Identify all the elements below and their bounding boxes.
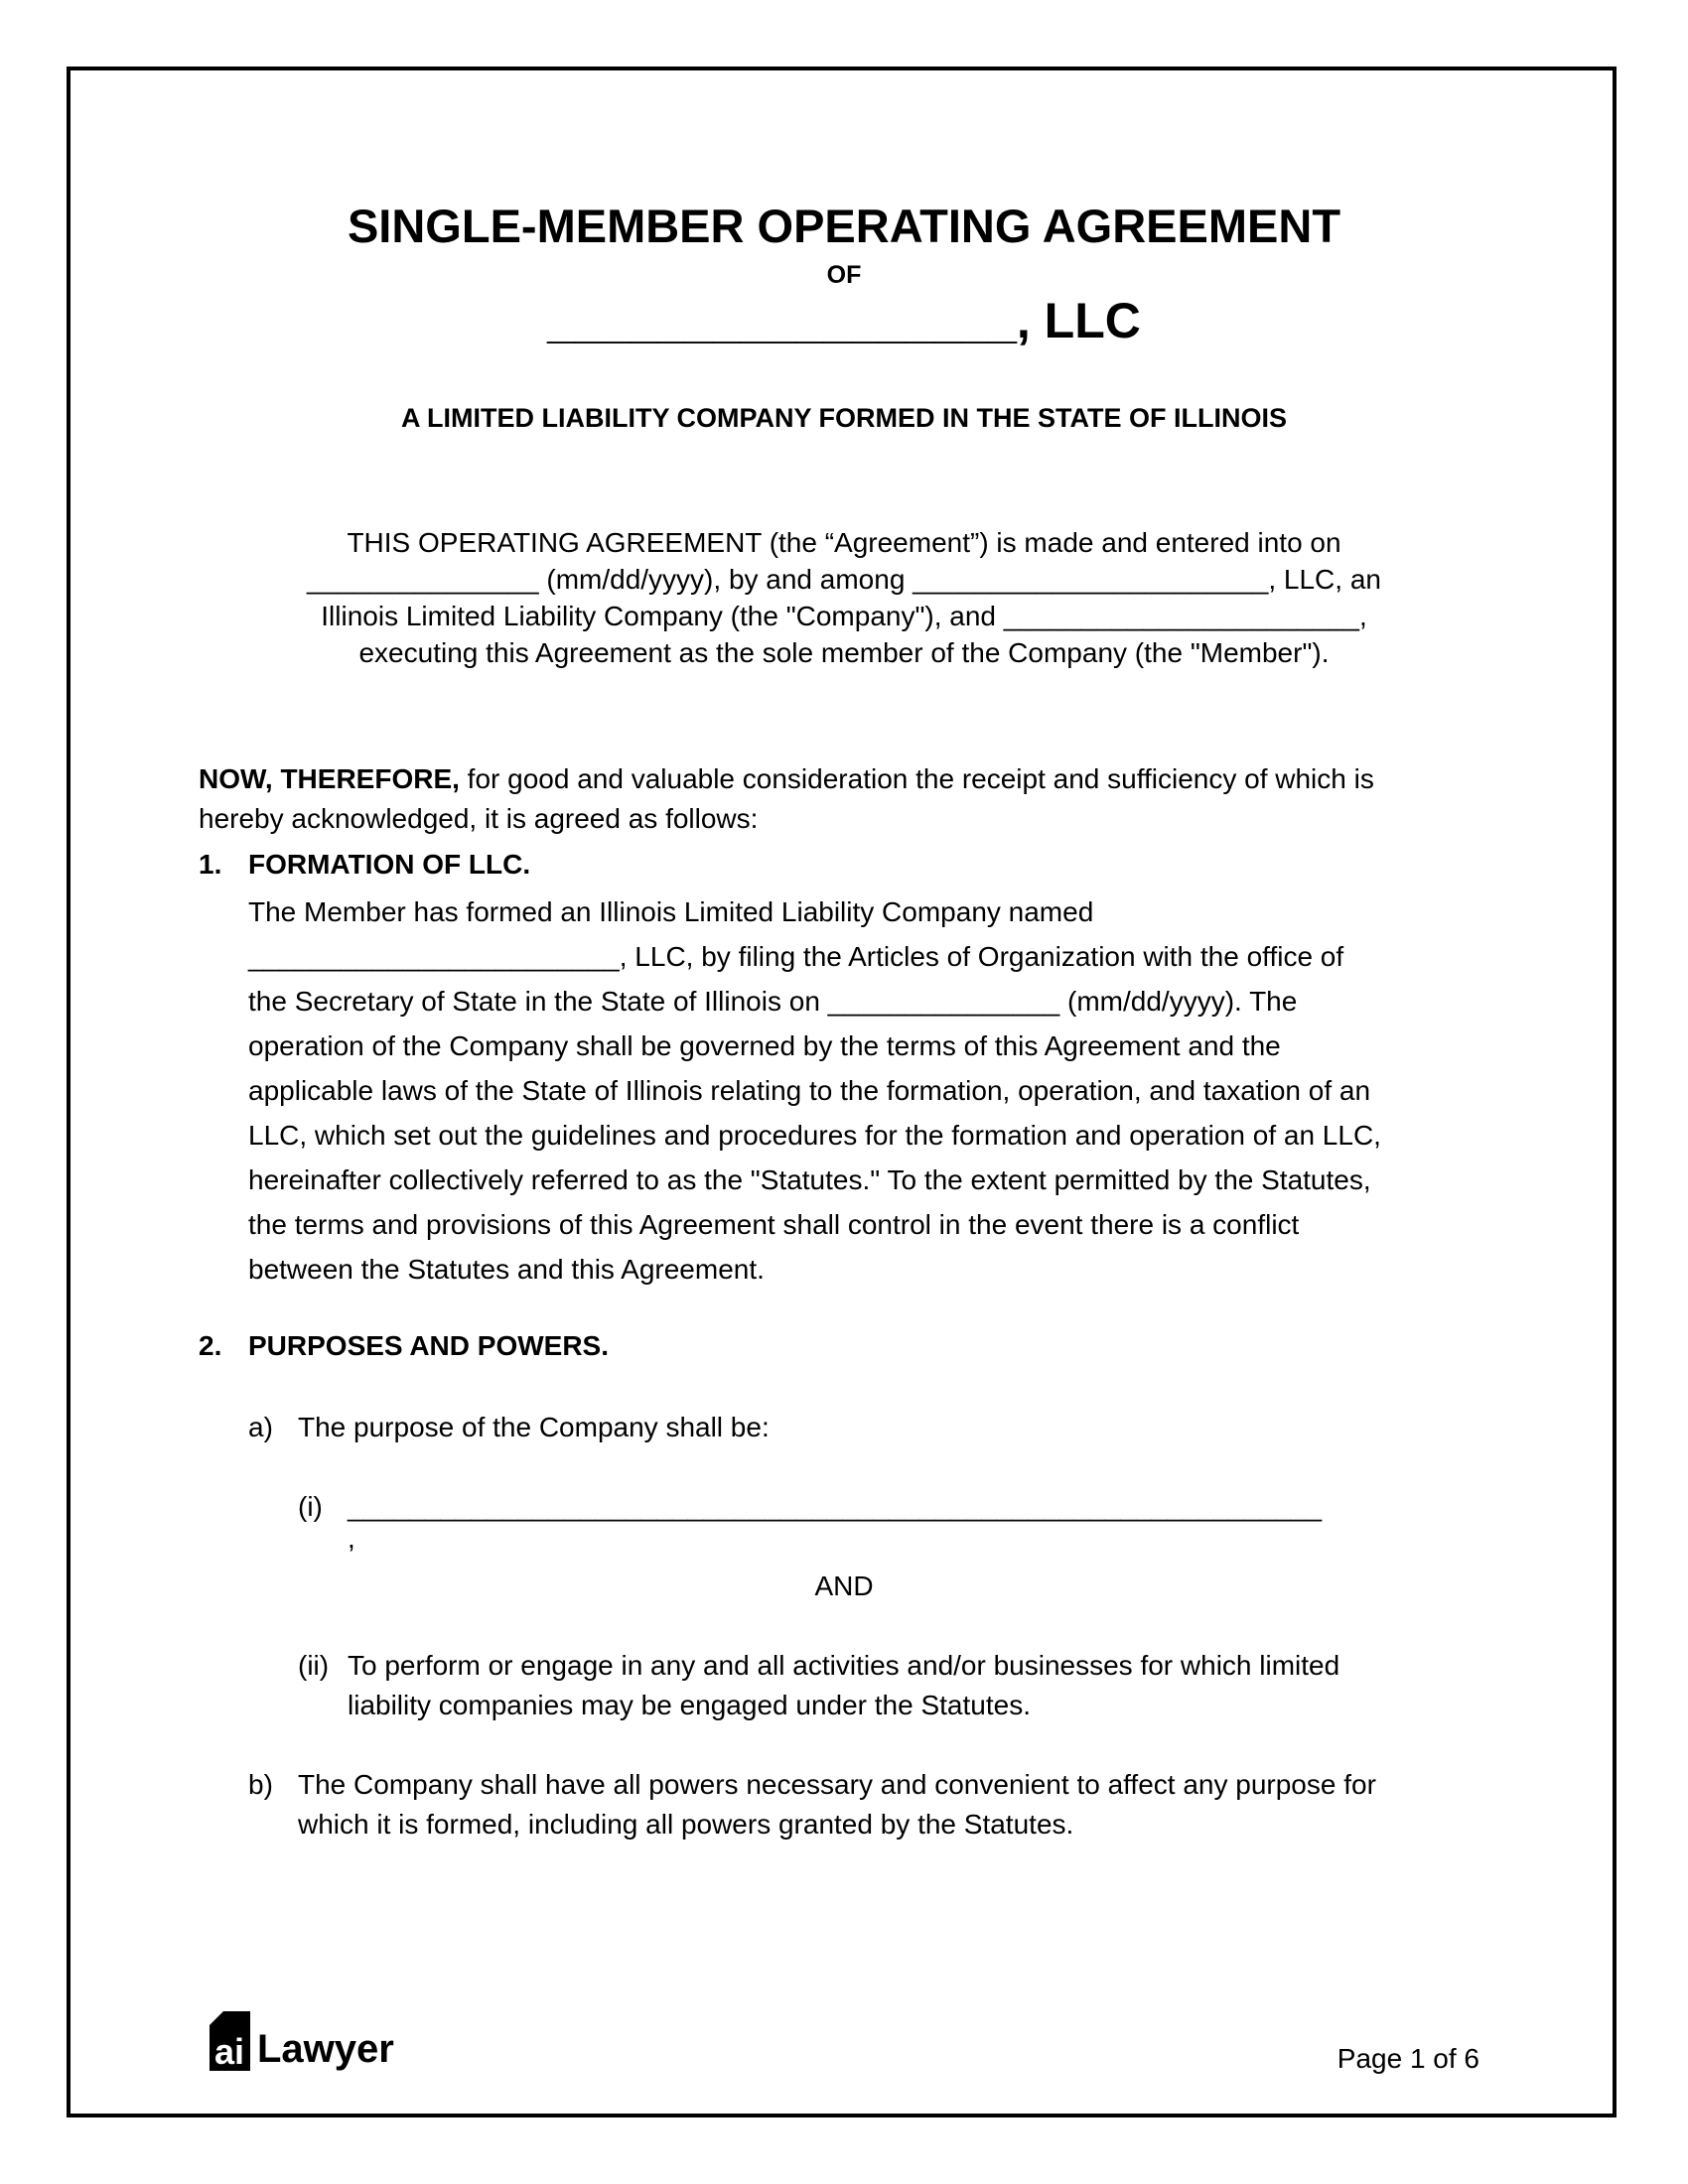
preamble-line: THIS OPERATING AGREEMENT (the “Agreement”) is made and entered into on	[347, 527, 1341, 558]
clause-b-line: which it is formed, including all powers granted by the Statutes.	[298, 1809, 1074, 1840]
section-1-heading: FORMATION OF LLC.	[248, 849, 531, 880]
section-1-line: operation of the Company shall be governed by the terms of this Agreement and the	[248, 1030, 1281, 1061]
section-1-line: applicable laws of the State of Illinois relating to the formation, operation, and taxation of an	[248, 1075, 1371, 1106]
section-1-line: The Member has formed an Illinois Limited Liability Company named	[248, 896, 1094, 927]
clause-ii-label: (ii)	[298, 1650, 330, 1681]
document-title: SINGLE-MEMBER OPERATING AGREEMENT	[347, 200, 1341, 252]
company-name-line: _________________, LLC	[547, 293, 1141, 348]
section-2-heading: PURPOSES AND POWERS.	[248, 1330, 610, 1361]
title-of: OF	[826, 261, 862, 289]
page-number: Page 1 of 6	[1336, 2043, 1479, 2074]
now-therefore-paragraph	[199, 759, 1494, 839]
section-1-line: between the Statutes and this Agreement.	[248, 1254, 765, 1285]
preamble-line: _______________ (mm/dd/yyyy), by and among _______________________, LLC, an	[307, 564, 1381, 595]
preamble	[0, 524, 1688, 671]
preamble-line: Illinois Limited Liability Company (the "Company"), and _______________________,	[321, 601, 1367, 631]
clause-i-blank: _______________________________________________________________	[348, 1491, 1323, 1522]
section-1-line: the terms and provisions of this Agreement shall control in the event there is a conflict	[248, 1209, 1300, 1240]
clause-i-comma: ,	[348, 1523, 355, 1554]
and-connector: AND	[814, 1570, 874, 1601]
now-therefore-bold: NOW, THEREFORE,	[199, 763, 460, 794]
section-2-number: 2.	[199, 1330, 222, 1361]
clause-ii-line: liability companies may be engaged under the Statutes.	[348, 1690, 1031, 1720]
now-therefore-line	[199, 759, 1494, 799]
section-1-number: 1.	[199, 849, 222, 880]
now-therefore-line-2: hereby acknowledged, it is agreed as follows:	[199, 803, 759, 834]
section-1-body	[248, 889, 1509, 1292]
ailawyer-logo	[206, 2011, 420, 2071]
now-therefore-text: for good and valuable consideration the receipt and sufficiency of which is	[459, 763, 1374, 794]
clause-ii-text	[348, 1646, 1339, 1725]
clause-i-label: (i)	[298, 1491, 323, 1522]
preamble-line: executing this Agreement as the sole member of the Company (the "Member").	[358, 637, 1330, 668]
clause-b-line: The Company shall have all powers necessary and convenient to affect any purpose for	[298, 1769, 1376, 1800]
formation-state-line: A LIMITED LIABILITY COMPANY FORMED IN THE STATE OF ILLINOIS	[401, 403, 1287, 433]
section-1-line: hereinafter collectively referred to as the "Statutes." To the extent permitted by the Statutes,	[248, 1164, 1371, 1195]
clause-ii-line: To perform or engage in any and all activities and/or businesses for which limited	[348, 1650, 1340, 1681]
section-1-line: ________________________, LLC, by filing the Articles of Organization with the office of	[248, 941, 1344, 972]
logo-wordmark: Lawyer	[257, 2027, 394, 2071]
clause-a-text: The purpose of the Company shall be:	[298, 1412, 770, 1442]
section-1-line: LLC, which set out the guidelines and procedures for the formation and operation of an LLC,	[248, 1120, 1381, 1151]
clause-b-text	[298, 1765, 1376, 1844]
section-1-line: the Secretary of State in the State of Illinois on _______________ (mm/dd/yyyy). The	[248, 986, 1298, 1017]
clause-b-label: b)	[248, 1769, 273, 1800]
logo-mark-text: ai	[213, 2031, 245, 2071]
clause-a-label: a)	[248, 1412, 273, 1442]
ailawyer-logo-mark	[206, 2011, 420, 2071]
